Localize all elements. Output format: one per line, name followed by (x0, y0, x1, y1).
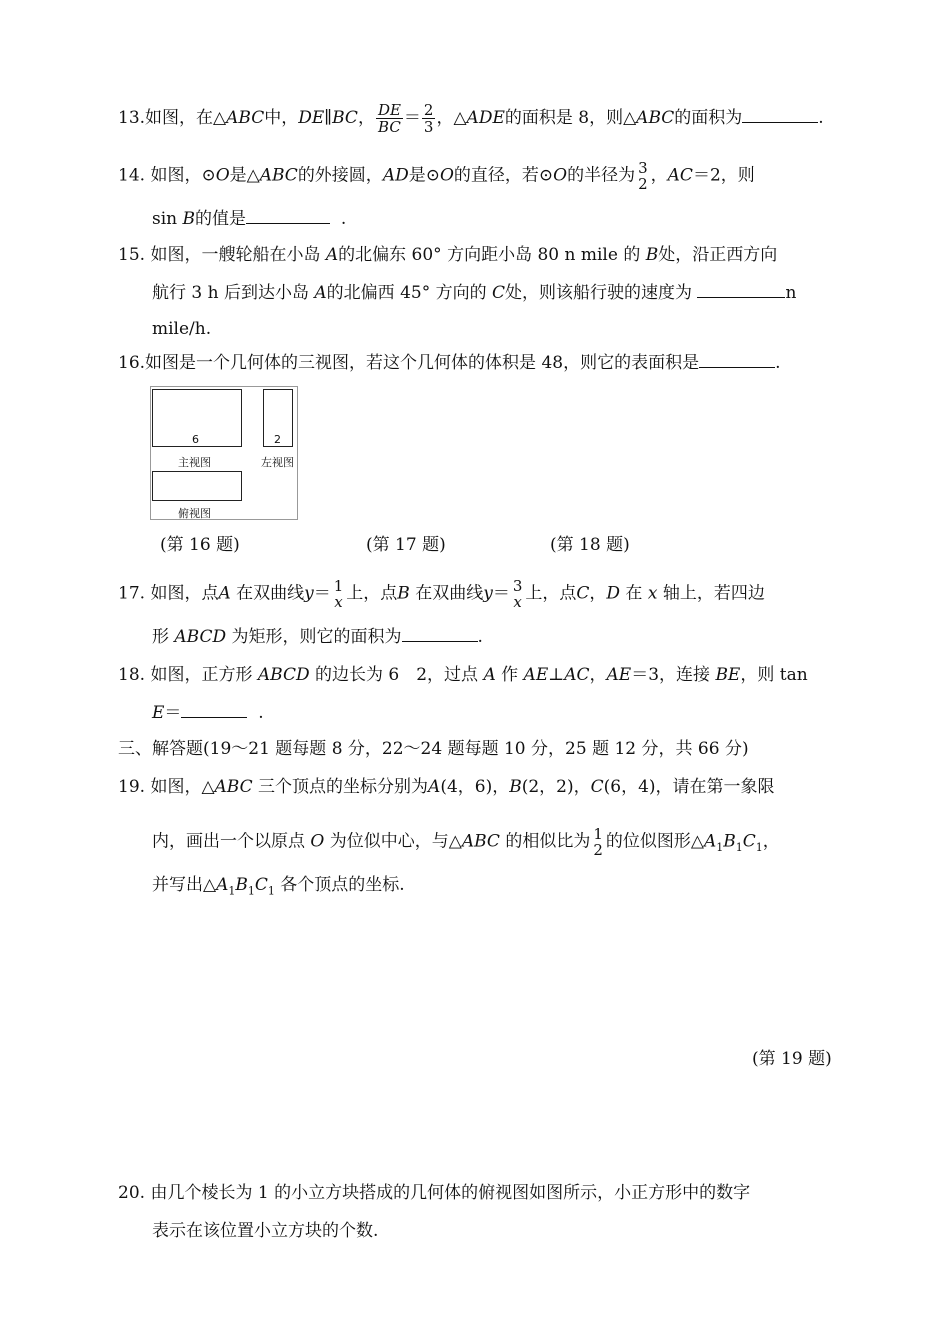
top-view-rect (152, 471, 242, 501)
answer-blank[interactable] (742, 107, 818, 123)
caption-16: (第 16 题) (160, 535, 240, 555)
question-15: 15. 如图，一艘轮船在小岛 A的北偏东 60° 方向距小岛 80 n mile 的 B处，沿正西方向 (118, 245, 778, 265)
three-view-figure (150, 386, 298, 520)
top-view-label: 俯视图 (178, 507, 211, 520)
question-19-line-3: 并写出$\triangle A_1B_1C_1$ 各个顶点的坐标. (152, 875, 405, 898)
fraction-3-2: 3 2 (638, 159, 648, 193)
answer-blank[interactable] (402, 626, 478, 642)
question-20-line-2: 表示在该位置小立方块的个数. (152, 1221, 379, 1241)
fraction-1-2: 1 2 (593, 825, 603, 859)
question-16: 16.如图是一个几何体的三视图，若这个几何体的体积是 48，则它的表面积是 . (118, 353, 781, 373)
caption-19: (第 19 题) (752, 1049, 832, 1069)
question-17: 17. 如图，点A 在双曲线y＝ 1 x 上，点B 在双曲线y＝ 3 x 上，点C，D 在 x 轴上，若四边 (118, 577, 765, 611)
question-19-line-2: 内，画出一个以原点 O 为位似中心，与△ABC 的相似比为 1 2 的位似图形$\triangle A_1B_1C_1$， (152, 825, 780, 859)
section-heading: 三、解答题(19～21 题每题 8 分，22～24 题每题 10 分，25 题 12 分，共 66 分) (118, 739, 749, 759)
question-13: 13.如图，在△ABC中，DE∥BC， $\frac{DE}{BC}$ ＝ $\frac{2}{3}$ ，△ADE的面积是 8，则△ABC的面积为 . (118, 101, 824, 136)
question-18-line-2: E＝ . (152, 703, 264, 723)
front-view-label: 主视图 (178, 456, 211, 469)
left-view-label: 左视图 (261, 456, 294, 469)
front-view-dimension: 6 (192, 433, 199, 446)
answer-blank[interactable] (697, 282, 785, 298)
caption-17: (第 17 题) (366, 535, 446, 555)
answer-blank[interactable] (699, 352, 775, 368)
question-15-line-3: mile/h. (152, 319, 212, 339)
question-17-line-2: 形 ABCD 为矩形，则它的面积为 . (152, 627, 483, 647)
fraction-1-x: 1 x (333, 577, 344, 611)
question-14: 14. 如图，⊙O是△ABC的外接圆，AD是⊙O的直径，若⊙O的半径为 3 2 ，AC＝2，则 (118, 159, 755, 193)
answer-blank[interactable] (246, 208, 330, 224)
fraction-3-x: 3 x (512, 577, 523, 611)
question-18: 18. 如图，正方形 ABCD 的边长为 6 2，过点 A 作 AE⊥AC，AE＝3，连接 BE，则 tan (118, 665, 808, 685)
answer-blank[interactable] (181, 702, 247, 718)
question-19: 19. 如图，△ABC 三个顶点的坐标分别为A(4，6)，B(2，2)，C(6，4)，请在第一象限 (118, 777, 775, 797)
fraction-2-3: $\frac{2}{3}$ (423, 101, 434, 136)
fraction-de-bc: $\frac{DE}{BC}$ (377, 101, 401, 136)
caption-18: (第 18 题) (550, 535, 630, 555)
question-20: 20. 由几个棱长为 1 的小立方块搭成的几何体的俯视图如图所示，小正方形中的数字 (118, 1183, 751, 1203)
question-15-line-2: 航行 3 h 后到达小岛 A的北偏西 45° 方向的 C处，则该船行驶的速度为 n (152, 283, 797, 303)
question-14-line-2: sin B的值是 . (152, 209, 347, 229)
left-view-dimension: 2 (274, 433, 281, 446)
